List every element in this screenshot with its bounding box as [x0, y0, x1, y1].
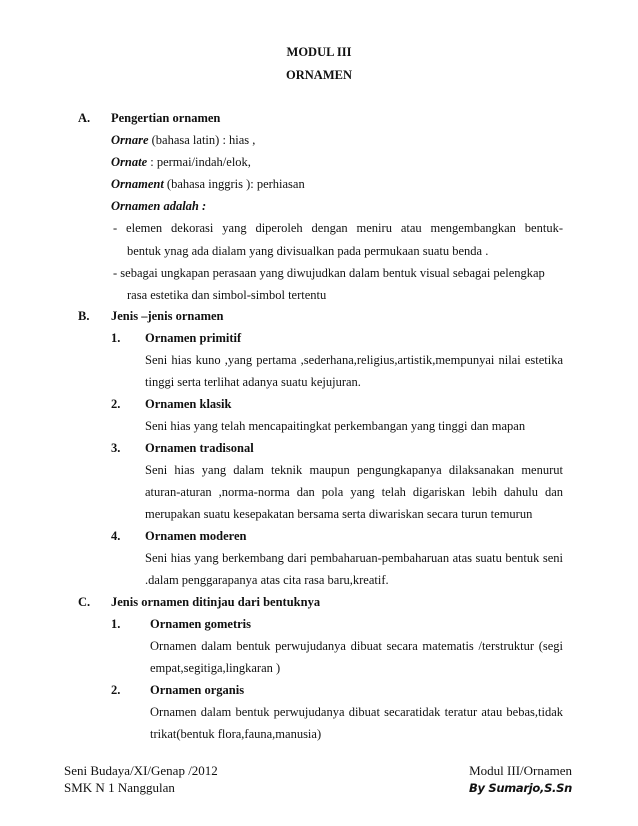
- list-item-text: Seni hias yang dalam teknik maupun pengungkapanya dilaksanakan menurut: [145, 463, 563, 477]
- definition-ornate: [111, 154, 251, 170]
- list-item-title: Ornamen primitif: [145, 331, 242, 345]
- definition-heading: Ornamen adalah :: [111, 199, 207, 213]
- bullet-1-line-2: bentuk ynag ada dialam yang divisualkan pada permukaan suatu benda .: [127, 244, 489, 258]
- list-item-text: aturan-aturan ,norma-norma dan pola yang telah digariskan lebih dahulu dan: [145, 485, 563, 499]
- list-item-number: 4.: [111, 529, 121, 543]
- definition-ornament: [111, 176, 305, 192]
- list-item-number: 1.: [111, 331, 121, 345]
- term-ornate: Ornate: [111, 155, 148, 169]
- text-ornare: (bahasa latin) : hias ,: [148, 133, 256, 147]
- list-item-text: Seni hias yang berkembang dari pembaharuan-pembaharuan atas suatu bentuk seni: [145, 551, 563, 565]
- list-item-text: Ornamen dalam bentuk perwujudanya dibuat secaratidak teratur atau bebas,tidak: [150, 705, 563, 719]
- list-item-number: 2.: [111, 397, 121, 411]
- list-item-text: merupakan suatu kesepakatan bersama serta diwariskan secara turun temurun: [145, 507, 533, 521]
- list-item-text: empat,segitiga,lingkaran ): [150, 661, 281, 675]
- bullet-2-line-1: - sebagai ungkapan perasaan yang diwujudkan dalam bentuk visual sebagai pelengkap: [113, 266, 545, 280]
- list-item-text: tinggi serta terlihat adanya suatu kejujuran.: [145, 375, 361, 389]
- list-item-number: 1.: [111, 617, 121, 631]
- list-item-text: .dalam penggarapanya atas cita rasa baru,kreatif.: [145, 573, 389, 587]
- list-item-number: 2.: [111, 683, 121, 697]
- footer-left-line-1: Seni Budaya/XI/Genap /2012: [64, 763, 218, 778]
- footer-right-line-1: Modul III/Ornamen: [469, 763, 572, 778]
- text-ornate: : permai/indah/elok,: [147, 155, 251, 169]
- list-item-title: Ornamen tradisonal: [145, 441, 254, 455]
- list-item-text: Seni hias yang telah mencapaitingkat perkembangan yang tinggi dan mapan: [145, 419, 526, 433]
- list-item-title: Ornamen organis: [150, 683, 245, 697]
- text-ornament: (bahasa inggris ): perhiasan: [163, 177, 305, 191]
- definition-ornare: [111, 132, 255, 148]
- module-subtitle: ORNAMEN: [286, 68, 352, 82]
- list-item-text: Seni hias kuno ,yang pertama ,sederhana,religius,artistik,mempunyai nilai estetika: [145, 353, 563, 367]
- section-b-heading: Jenis –jenis ornamen: [111, 309, 224, 323]
- bullet-2-line-2: rasa estetika dan simbol-simbol tertentu: [127, 288, 327, 302]
- section-a-letter: A.: [78, 111, 91, 125]
- section-c-heading: Jenis ornamen ditinjau dari bentuknya: [111, 595, 321, 609]
- section-c-letter: C.: [78, 595, 91, 609]
- term-ornare: Ornare: [111, 133, 149, 147]
- list-item-text: trikat(bentuk flora,fauna,manusia): [150, 727, 322, 741]
- list-item-text: Ornamen dalam bentuk perwujudanya dibuat secara matematis /terstruktur (segi: [150, 639, 563, 653]
- list-item-title: Ornamen moderen: [145, 529, 247, 543]
- list-item-title: Ornamen gometris: [150, 617, 252, 631]
- footer-left-line-2: SMK N 1 Nanggulan: [64, 780, 175, 795]
- bullet-1-line-1: - elemen dekorasi yang diperoleh dengan meniru atau mengembangkan bentuk-: [113, 221, 563, 235]
- section-b-letter: B.: [78, 309, 90, 323]
- list-item-number: 3.: [111, 441, 121, 455]
- term-ornament: Ornament: [111, 177, 164, 191]
- section-a-heading: Pengertian ornamen: [111, 111, 221, 125]
- module-title: MODUL III: [286, 45, 352, 59]
- footer-author-signature: By Sumarjo,S.Sn: [469, 781, 572, 795]
- list-item-title: Ornamen klasik: [145, 397, 232, 411]
